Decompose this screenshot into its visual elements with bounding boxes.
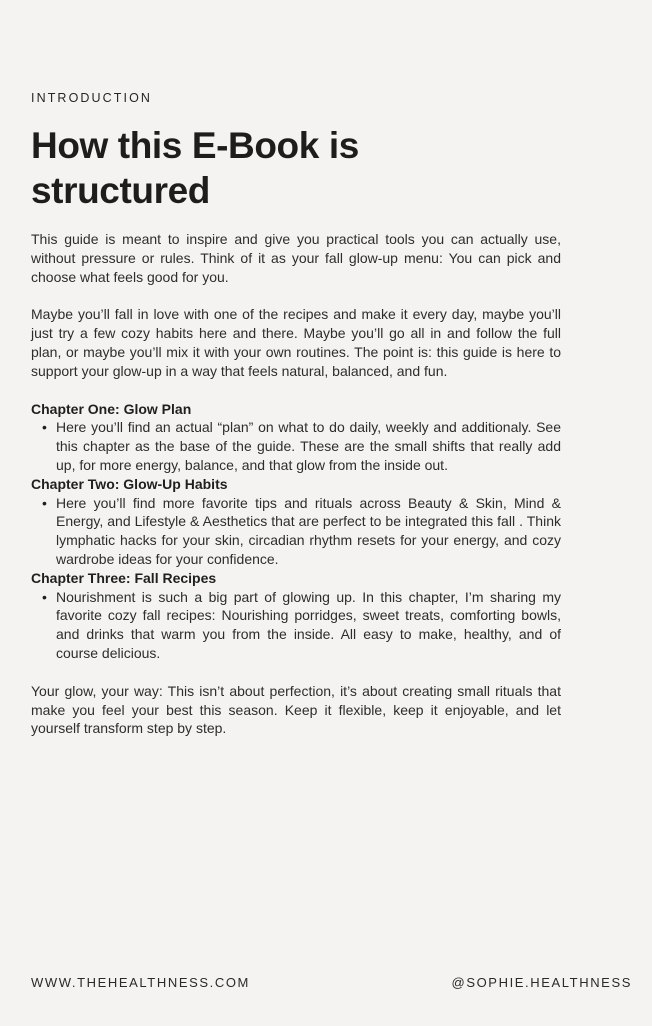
chapter-three-description: Nourishment is such a big part of glowing up. In this chapter, I’m sharing my favorite cozy fall recipes: Nourishing porridges, sweet treats, comforting bowls, and drinks that warm you from the inside. All easy to make, healthy, and of course delicious. [56, 588, 561, 661]
bullet-icon: • [42, 494, 47, 511]
chapter-one-bullet-item [31, 418, 561, 474]
intro-paragraph-1: This guide is meant to inspire and give you practical tools you can actually use, without pressure or rules. Think of it as your fall glow-up menu: You can pick and choose what feels good for you. [31, 231, 561, 285]
footer-website-url: WWW.THEHEALTHNESS.COM [31, 975, 250, 990]
footer-social-handle: @SOPHIE.HEALTHNESS [451, 975, 632, 990]
page-title: How this E-Book is structured [31, 125, 359, 211]
bullet-icon: • [42, 588, 47, 605]
chapter-three-title: Chapter Three: Fall Recipes [31, 569, 217, 586]
chapter-one-block [31, 400, 561, 475]
chapter-one-title: Chapter One: Glow Plan [31, 400, 192, 417]
chapter-overview-list [31, 400, 561, 663]
chapter-two-title: Chapter Two: Glow-Up Habits [31, 475, 228, 492]
chapter-three-bullet-item [31, 588, 561, 663]
page-footer [31, 975, 632, 990]
chapter-two-block [31, 475, 561, 569]
chapter-two-description: Here you’ll find more favorite tips and rituals across Beauty & Skin, Mind & Energy, and Lifestyle & Aesthetics that are perfect to be integrated this fall . Think lymphatic hacks for your skin, circadian rhythm resets for your energy, and cozy wardrobe ideas for your confidence. [56, 494, 561, 567]
intro-paragraph-2: Maybe you’ll fall in love with one of the recipes and make it every day, maybe you’ll just try a few cozy habits here and there. Maybe you’ll go all in and follow the full plan, or maybe you’ll mix it with your own routines. The point is: this guide is here to support your glow-up in a way that feels natural, balanced, and fun. [31, 306, 561, 379]
closing-paragraph: Your glow, your way: This isn’t about perfection, it’s about creating small rituals that make you feel your best this season. Keep it flexible, keep it enjoyable, and let yourself transform step by step. [31, 682, 561, 737]
chapter-three-block [31, 569, 561, 663]
chapter-one-description: Here you’ll find an actual “plan” on what to do daily, weekly and additionaly. See this chapter as the base of the guide. These are the small shifts that really add up, for more energy, balance, and that glow from the inside out. [56, 419, 561, 473]
bullet-icon: • [42, 419, 47, 436]
chapter-two-bullet-item [31, 494, 561, 569]
section-eyebrow: INTRODUCTION [31, 91, 153, 105]
